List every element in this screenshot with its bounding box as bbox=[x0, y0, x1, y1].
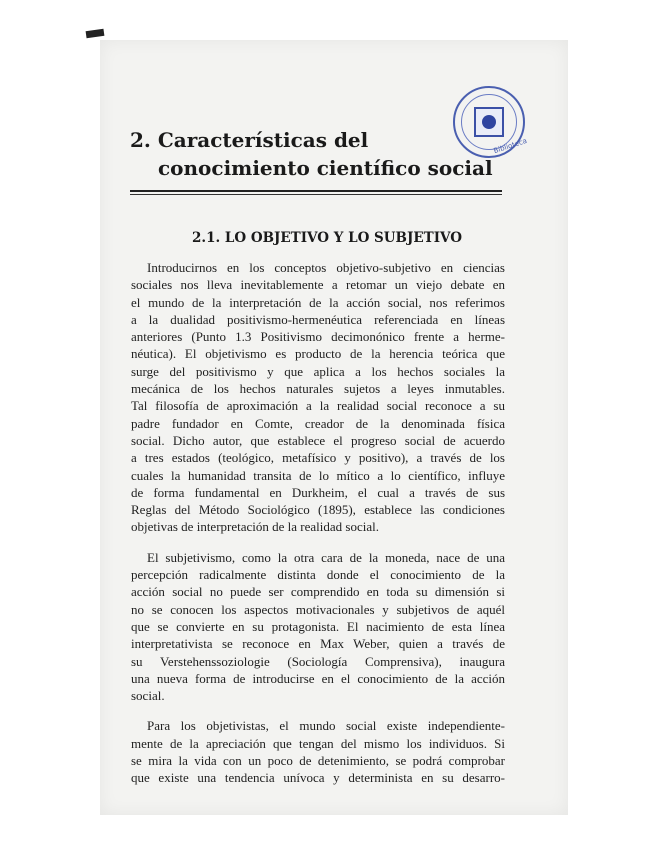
text-line: padre fundador en Comte, creador de la denominada física bbox=[131, 415, 505, 431]
text-line: mente de la apreciación que tengan del mismo los individuos. Si bbox=[131, 735, 505, 751]
text-line: Tal filosofía de aproximación a la realidad social reconoce a su bbox=[131, 398, 505, 414]
body-text bbox=[131, 259, 505, 800]
text-line: surge del positivismo y que aplica a los hechos sociales la bbox=[131, 363, 505, 379]
text-line: anteriores (Punto 1.3 Positivismo decimonónico frente a herme- bbox=[131, 329, 505, 345]
text-line: Para los objetivistas, el mundo social existe independiente- bbox=[147, 718, 505, 734]
text-line: su Verstehenssoziologie (Sociología Comprensiva), inaugura bbox=[131, 653, 505, 669]
text-line: de forma fundamental en Durkheim, el cual a través de sus bbox=[131, 484, 505, 500]
text-line: percepción radicalmente distinta donde el conocimiento de la bbox=[131, 567, 505, 583]
text-line: se mira la vida con un poco de detenimiento, se podrá comprobar bbox=[131, 753, 505, 769]
paragraph-3 bbox=[131, 717, 505, 786]
text-line: a tres estados (teológico, metafísico y positivo), a través de los bbox=[131, 450, 505, 466]
text-line: sociales nos lleva inevitablemente a retomar un viejo debate en bbox=[131, 277, 505, 293]
chapter-title-line1: 2. Características del bbox=[130, 128, 369, 152]
text-line: interpretativista se reconoce en Max Weber, quien a través de bbox=[131, 636, 505, 652]
text-line: que se convierte en su protagonista. El nacimiento de esta línea bbox=[131, 618, 505, 634]
text-line: Introducirnos en los conceptos objetivo-subjetivo en ciencias bbox=[147, 260, 505, 275]
page-corner-mark bbox=[86, 29, 105, 38]
text-line: el mundo de la interpretación de la acción social, nos referimos bbox=[131, 294, 505, 310]
text-line: objetivas de interpretación de la realidad social. bbox=[131, 519, 379, 535]
text-line: cuales la humanidad transita de lo mítico a lo científico, influye bbox=[131, 467, 505, 483]
paragraph-1 bbox=[131, 259, 505, 536]
text-line: social. Dicho autor, que establece el progreso social de acuerdo bbox=[131, 432, 505, 448]
chapter-title bbox=[130, 126, 510, 182]
text-line: mecánica de los hechos naturales sujetos a leyes inmutables. bbox=[131, 381, 505, 397]
chapter-title-line2: conocimiento científico social bbox=[158, 156, 493, 180]
text-line: acción social no puede ser comprendido en toda su dimensión si bbox=[131, 584, 505, 600]
title-rule-thick bbox=[130, 190, 502, 192]
paragraph-2 bbox=[131, 549, 505, 705]
text-line: una nueva forma de introducirse en el conocimiento de la acción bbox=[131, 670, 505, 686]
text-line: El subjetivismo, como la otra cara de la moneda, nace de una bbox=[147, 549, 505, 565]
text-line: social. bbox=[131, 688, 165, 704]
text-line: no se conocen los aspectos motivacionales y subjetivos de aquél bbox=[131, 601, 505, 617]
title-rule-thin bbox=[130, 194, 502, 195]
section-title: 2.1. LO OBJETIVO Y LO SUBJETIVO bbox=[192, 230, 462, 246]
stamp-label: Biblioteca bbox=[492, 136, 528, 156]
text-line: néutica). El objetivismo es producto de la herencia teórica que bbox=[131, 346, 505, 362]
text-line: Reglas del Método Sociológico (1895), establece las condiciones bbox=[131, 502, 505, 518]
text-line: a la dualidad positivismo-hermenéutica referenciada en líneas bbox=[131, 311, 505, 327]
text-line: que existe una tendencia unívoca y determinista en su desarro- bbox=[131, 770, 505, 786]
